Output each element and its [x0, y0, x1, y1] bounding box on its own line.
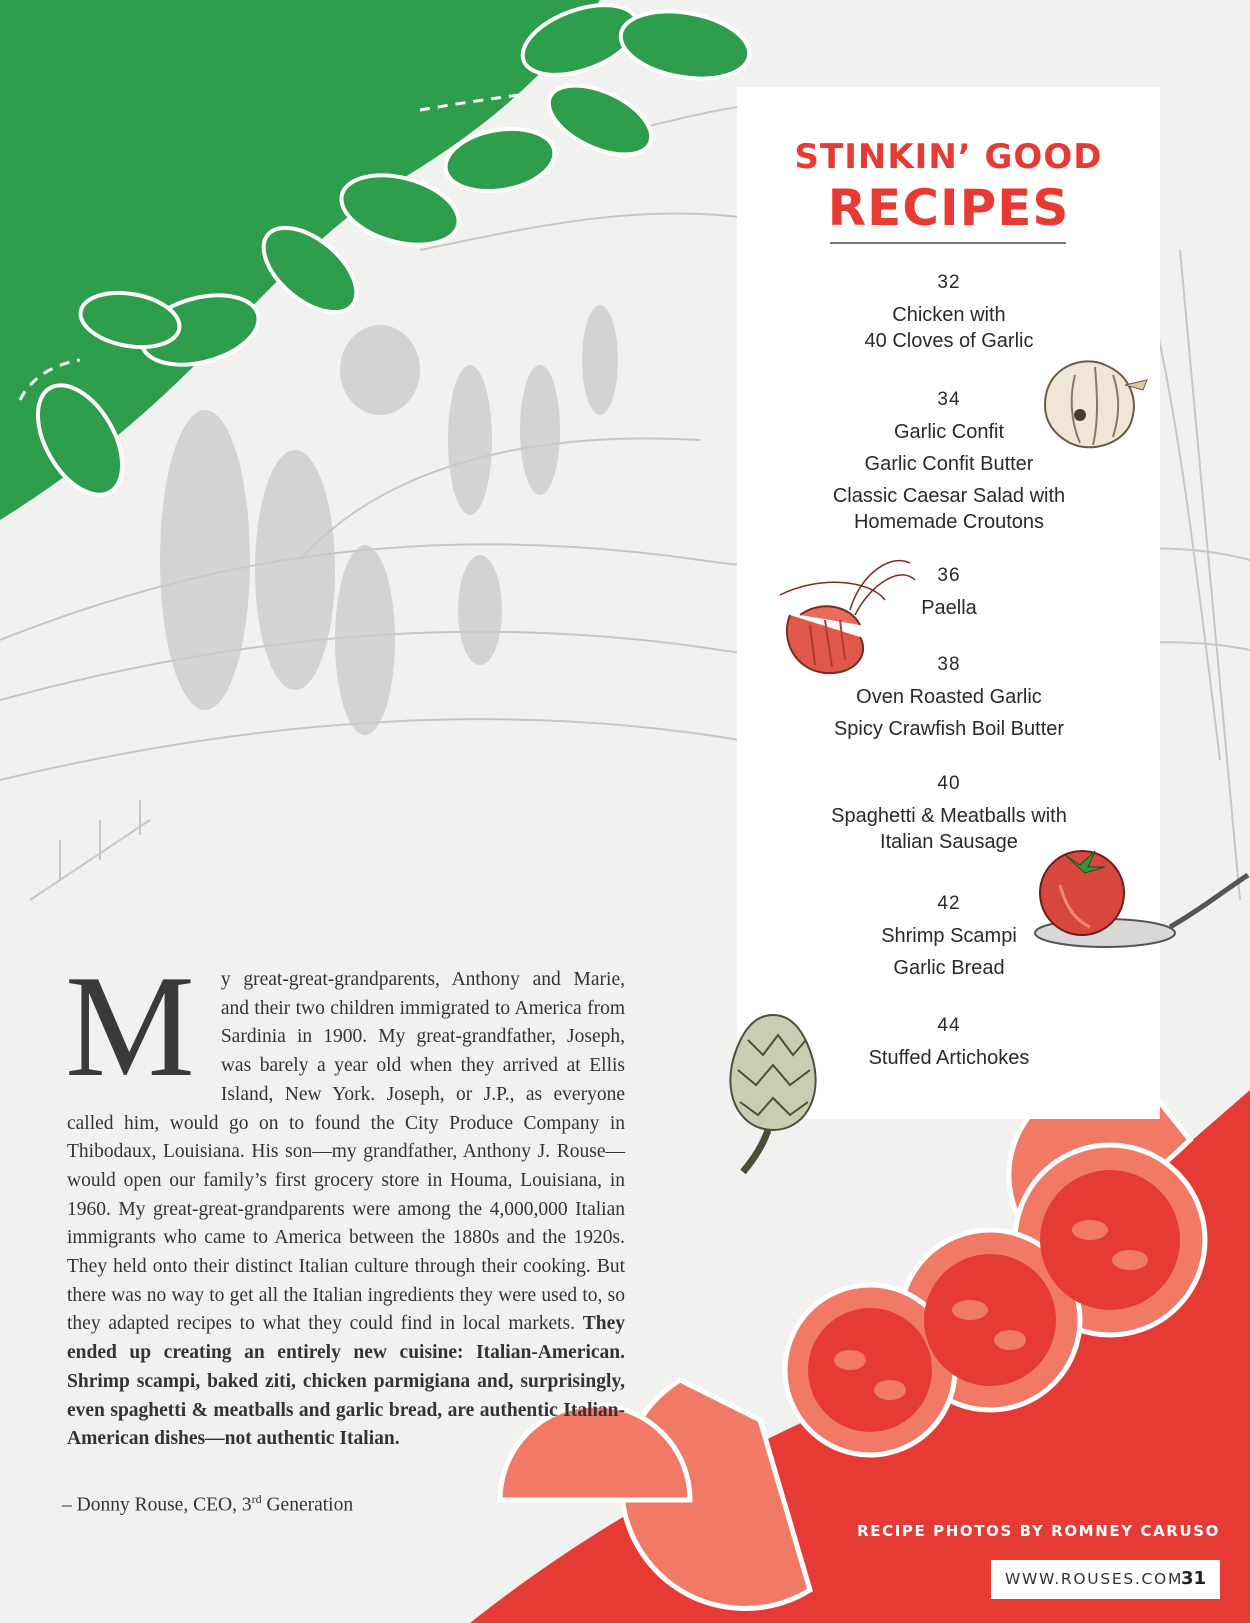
recipe-page-number: 44 [937, 1015, 961, 1036]
attribution-prefix: – Donny Rouse, CEO, 3 [62, 1494, 252, 1516]
footer [991, 1560, 1220, 1599]
recipe-title: Garlic Confit [893, 421, 1005, 443]
panel-title-line1: STINKIN’ GOOD [794, 137, 1103, 177]
recipe-item[interactable] [777, 1013, 1121, 1077]
recipe-title: Spaghetti & Meatballs with Italian Sausage [831, 805, 1067, 853]
cypress-trees [160, 305, 618, 735]
recipe-title: Garlic Confit Butter [864, 453, 1034, 475]
recipe-page-number: 36 [937, 565, 961, 586]
recipe-title: Garlic Bread [893, 957, 1005, 979]
recipe-title: Stuffed Artichokes [868, 1047, 1030, 1069]
page-number: 31 [1180, 1568, 1206, 1589]
intro-story [65, 945, 625, 1454]
recipe-title: Spicy Crawfish Boil Butter [833, 718, 1065, 740]
story-highlight: They ended up creating an entirely new cuisine: Italian-American. Shrimp scampi, baked ziti, chicken parmigiana and, surprisingly, even spaghetti & meatballs and garlic bread, are authentic Italian-American dishes—not authentic Italian. [67, 1313, 625, 1450]
drop-cap: M [65, 945, 195, 1107]
garlic-bulb-icon [1035, 345, 1150, 455]
recipe-title: Chicken with 40 Cloves of Garlic [864, 304, 1034, 352]
shrimp-icon [760, 555, 920, 695]
photo-credit: RECIPE PHOTOS BY ROMNEY CARUSO [857, 1522, 1220, 1540]
artichoke-icon [718, 1010, 828, 1175]
recipe-page-number: 34 [937, 389, 961, 410]
recipe-title: Classic Caesar Salad with Homemade Croutons [832, 485, 1066, 533]
website-link[interactable]: WWW.ROUSES.COM [1005, 1570, 1184, 1588]
attribution-suffix: Generation [261, 1494, 354, 1516]
recipe-page-number: 38 [937, 654, 961, 675]
tomato-spoon-icon [1030, 845, 1250, 955]
recipe-title: Shrimp Scampi [881, 925, 1017, 947]
recipe-page-number: 42 [937, 893, 961, 914]
recipe-page-number: 32 [937, 272, 961, 293]
recipe-title: Paella [921, 597, 977, 619]
title-divider [830, 242, 1066, 244]
attribution-sup: rd [251, 1492, 262, 1506]
panel-title-line2: RECIPES [827, 179, 1070, 237]
recipe-page-number: 40 [937, 773, 961, 794]
story-body: y great-great-grandparents, Anthony and Marie, and their two children immigrated to America from Sardinia in 1900. My great-grandfather, Joseph, was barely a year old when they arrived at Ellis Island, New York. Joseph, or J.P., as everyone called him, would go on to found the City Produce Company in Thibodaux, Louisiana. His son—my grandfather, Anthony J. Rouse—would open our family’s first grocery store in Houma, Louisiana, in 1960. My great-great-grandparents were among the 4,000,000 Italian immigrants who came to America between the 1880s and the 1920s. They held onto their distinct Italian culture through their cooking. But there was no way to get all the Italian ingredients they were used to, so they adapted recipes to what they could find in local markets. [67, 969, 625, 1335]
attribution [62, 1492, 353, 1517]
recipe-title: Oven Roasted Garlic [856, 686, 1042, 708]
